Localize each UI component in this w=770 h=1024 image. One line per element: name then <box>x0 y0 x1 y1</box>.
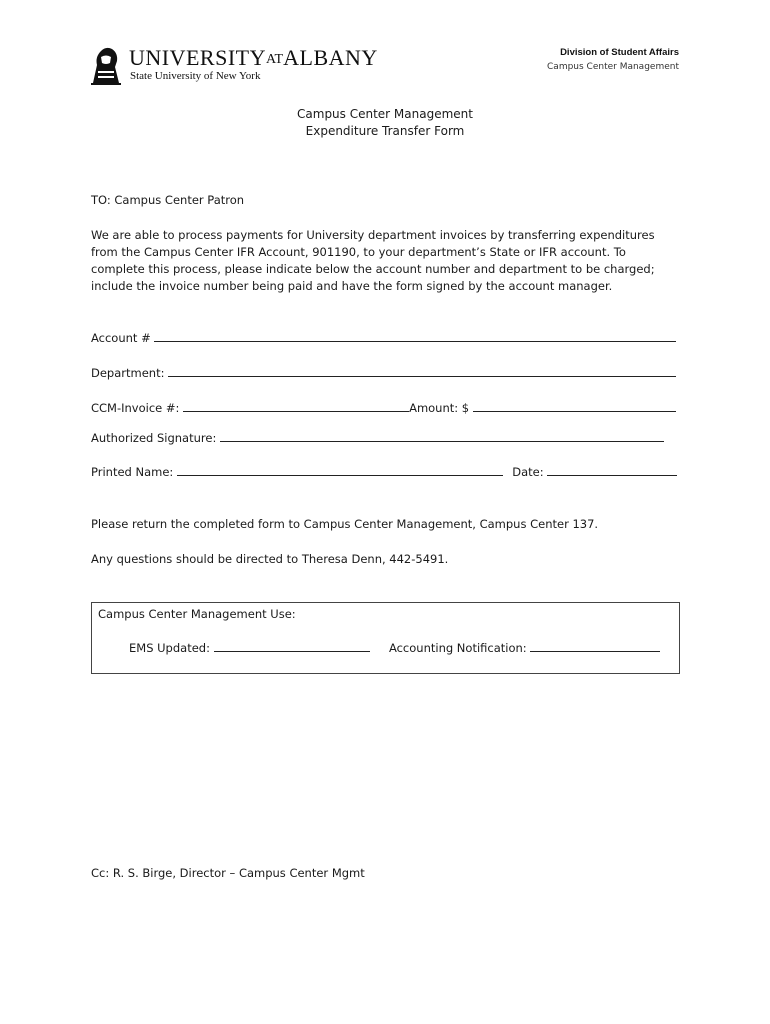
office-use-box <box>91 602 680 674</box>
signature-field[interactable] <box>91 430 664 447</box>
invoice-input-line[interactable] <box>183 400 409 412</box>
ems-updated-label: EMS Updated: <box>129 641 210 655</box>
invoice-label: CCM-Invoice #: <box>91 401 180 415</box>
account-label: Account # <box>91 331 151 345</box>
department-label: Department: <box>91 366 165 380</box>
printed-name-input-line[interactable] <box>177 464 503 476</box>
department-input-line[interactable] <box>168 365 676 377</box>
instructions-paragraph: We are able to process payments for University department invoices by transferring expenditures from the Campus Center IFR Account, 901190, to your department’s State or IFR account. To complete this process, please indicate below the account number and department to be charged; include the invoice number being paid and have the form signed by the account manager. <box>91 228 655 293</box>
printed-name-label: Printed Name: <box>91 465 174 479</box>
account-input-line[interactable] <box>154 330 676 342</box>
amount-input-line[interactable] <box>473 400 676 412</box>
university-logo <box>89 45 409 87</box>
ems-updated-input-line[interactable] <box>214 640 370 652</box>
questions-note: Any questions should be directed to Theresa Denn, 442-5491. <box>91 552 449 566</box>
minerva-seal-icon <box>89 45 123 85</box>
office-use-title: Campus Center Management Use: <box>98 607 296 621</box>
return-note: Please return the completed form to Campus Center Management, Campus Center 137. <box>91 517 599 531</box>
date-label: Date: <box>512 465 544 479</box>
office-use-fields <box>129 640 660 657</box>
signature-label: Authorized Signature: <box>91 431 217 445</box>
university-subtitle: State University of New York <box>130 70 261 82</box>
accounting-notification-label: Accounting Notification: <box>388 641 527 655</box>
department-field[interactable] <box>91 365 676 382</box>
date-input-line[interactable] <box>547 464 677 476</box>
printed-name-date-field[interactable] <box>91 464 677 481</box>
form-title <box>0 106 770 140</box>
cc-line: Cc: R. S. Birge, Director – Campus Center Mgmt <box>91 866 365 880</box>
division-subheading: Campus Center Management <box>547 62 679 72</box>
university-name: UNIVERSITYATALBANY <box>129 45 378 70</box>
signature-input-line[interactable] <box>220 430 664 442</box>
accounting-notification-input-line[interactable] <box>530 640 660 652</box>
amount-label: Amount: $ <box>409 401 470 415</box>
form-title-line1: Campus Center Management <box>297 107 473 121</box>
form-title-line2: Expenditure Transfer Form <box>305 124 465 138</box>
invoice-amount-field[interactable] <box>91 400 676 417</box>
account-field[interactable] <box>91 330 676 347</box>
to-line: TO: Campus Center Patron <box>91 193 245 207</box>
division-heading: Division of Student Affairs <box>560 47 679 58</box>
